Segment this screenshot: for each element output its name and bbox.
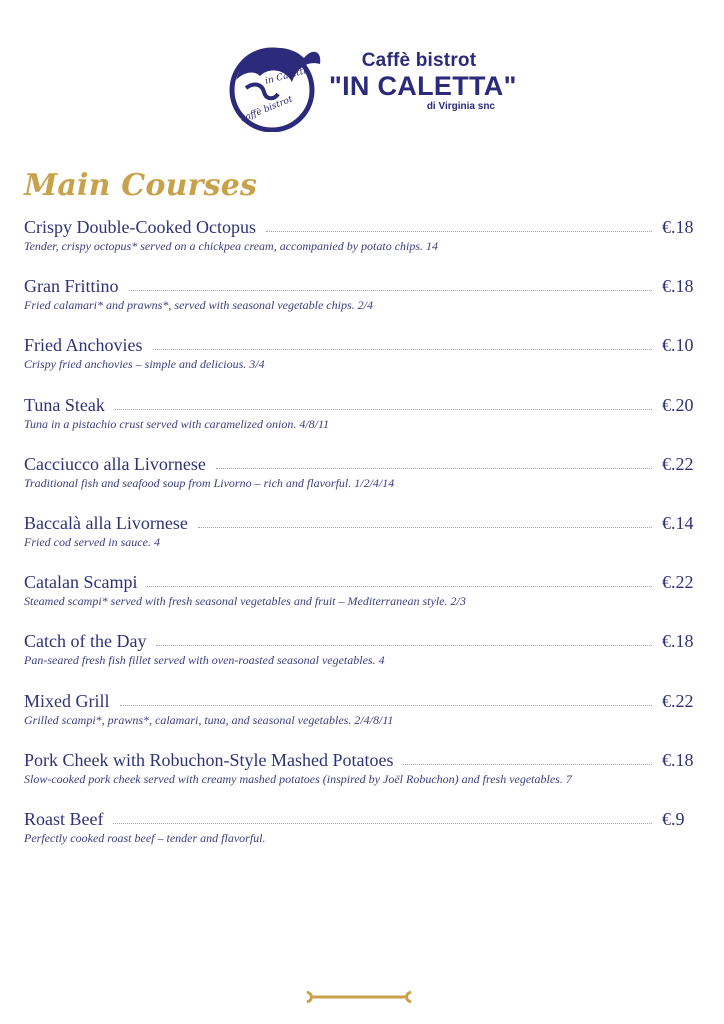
caffe-logo <box>226 40 322 132</box>
dot-leader <box>147 586 652 587</box>
item-price: €.18 <box>662 749 694 770</box>
menu-item <box>24 273 696 332</box>
item-price: €.22 <box>662 572 694 593</box>
item-description: Slow-cooked pork cheek served with creamy mashed potatoes (inspired by Joël Robuchon) and fresh vegetables. 7 <box>24 771 572 786</box>
menu-item <box>24 332 696 391</box>
item-name: Pork Cheek with Robuchon-Style Mashed Potatoes <box>24 749 394 770</box>
item-name: Cacciucco alla Livornese <box>24 453 206 474</box>
svg-text:caffè bistrot: caffè bistrot <box>239 94 295 125</box>
menu-item <box>24 214 696 273</box>
menu-list <box>24 214 696 865</box>
svg-text:in Caletta: in Caletta <box>264 65 310 87</box>
dot-leader <box>129 290 653 291</box>
item-description: Traditional fish and seafood soup from Livorno – rich and flavorful. 1/2/4/14 <box>24 475 395 490</box>
item-price: €.20 <box>662 394 694 415</box>
menu-item <box>24 451 696 510</box>
menu-item <box>24 806 696 865</box>
item-name: Crispy Double-Cooked Octopus <box>24 217 256 237</box>
menu-item <box>24 510 696 569</box>
item-price: €.9 <box>662 808 685 829</box>
item-name: Gran Frittino <box>24 276 119 297</box>
item-price: €.14 <box>662 512 694 533</box>
dot-leader <box>153 349 653 350</box>
item-price: €.18 <box>662 631 694 652</box>
item-name: Catalan Scampi <box>24 572 138 593</box>
dot-leader <box>113 823 652 824</box>
menu-item <box>24 392 696 451</box>
brand-line-2: "IN CALETTA" <box>329 71 517 101</box>
dot-leader <box>403 764 652 765</box>
item-description: Tender, crispy octopus* served on a chickpea cream, accompanied by potato chips. 14 <box>24 239 439 253</box>
item-price: €.18 <box>662 217 694 237</box>
item-description: Crispy fried anchovies – simple and delicious. 3/4 <box>24 357 265 372</box>
item-price: €.22 <box>662 690 694 711</box>
brand-line-3: di Virginia snc <box>426 101 495 112</box>
brand-name <box>329 50 517 113</box>
dot-leader <box>156 645 652 646</box>
dot-leader <box>120 705 653 706</box>
dot-leader <box>216 468 652 469</box>
item-price: €.18 <box>662 276 694 297</box>
dot-leader <box>266 231 652 232</box>
menu-item <box>24 628 696 687</box>
menu-item <box>24 688 696 747</box>
brand-line-1: Caffè bistrot <box>361 50 477 71</box>
section-title: Main Courses <box>24 168 258 203</box>
menu-item <box>24 747 696 806</box>
item-name: Catch of the Day <box>24 631 147 652</box>
item-description: Steamed scampi* served with fresh seasonal vegetables and fruit – Mediterranean style. 2/3 <box>24 594 466 609</box>
item-description: Fried cod served in sauce. 4 <box>24 534 160 549</box>
menu-item <box>24 569 696 628</box>
dot-leader <box>115 409 652 410</box>
item-description: Perfectly cooked roast beef – tender and flavorful. <box>24 830 266 845</box>
item-name: Roast Beef <box>24 808 104 829</box>
bottom-ornament-icon <box>305 990 413 1004</box>
item-name: Baccalà alla Livornese <box>24 512 188 533</box>
item-name: Mixed Grill <box>24 690 110 711</box>
item-price: €.22 <box>662 453 694 474</box>
item-description: Tuna in a pistachio crust served with caramelized onion. 4/8/11 <box>24 416 330 431</box>
item-description: Fried calamari* and prawns*, served with seasonal vegetable chips. 2/4 <box>24 298 373 313</box>
item-name: Fried Anchovies <box>24 335 143 356</box>
header <box>226 40 517 135</box>
item-description: Pan-seared fresh fish fillet served with oven-roasted seasonal vegetables. 4 <box>24 653 385 668</box>
dot-leader <box>198 527 652 528</box>
item-description: Grilled scampi*, prawns*, calamari, tuna, and seasonal vegetables. 2/4/8/11 <box>24 712 394 727</box>
item-name: Tuna Steak <box>24 394 105 415</box>
item-price: €.10 <box>662 335 694 356</box>
